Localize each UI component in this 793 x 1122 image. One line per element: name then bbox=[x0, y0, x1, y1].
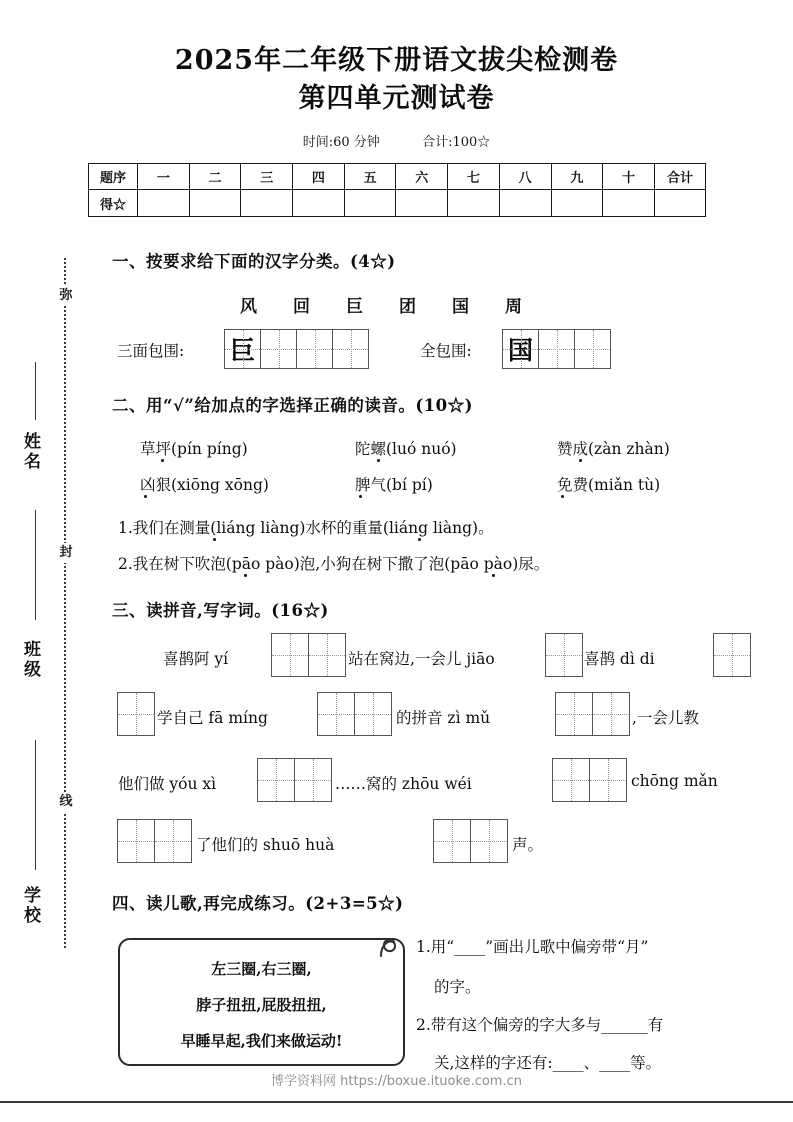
char-3: 巨 bbox=[346, 297, 399, 317]
s3-l1-boxes-3[interactable] bbox=[714, 633, 751, 677]
song-line-3: 早睡早起,我们来做运动! bbox=[180, 1032, 343, 1050]
write-box[interactable] bbox=[317, 692, 355, 736]
s4-question-2-line-1[interactable]: 2.带有这个偏旁的字大多与______有 bbox=[416, 1016, 664, 1034]
s3-l4-boxes-2[interactable] bbox=[434, 819, 508, 863]
score-col-5: 五 bbox=[344, 164, 396, 190]
group-1-box-2[interactable] bbox=[260, 329, 297, 369]
score-col-8: 八 bbox=[499, 164, 551, 190]
title-line-2: 第四单元测试卷 bbox=[298, 83, 495, 115]
score-col-2: 二 bbox=[189, 164, 241, 190]
score-table-header-row bbox=[89, 164, 706, 190]
name-field-line[interactable] bbox=[35, 362, 36, 420]
pinyin-word-1[interactable]: 草坪(pín píng) bbox=[140, 440, 248, 458]
group-2-box-2[interactable] bbox=[538, 329, 575, 369]
group-1-box-3[interactable] bbox=[296, 329, 333, 369]
s3-l2-boxes-2[interactable] bbox=[318, 692, 392, 736]
s3-l1-boxes-2[interactable] bbox=[546, 633, 583, 677]
s3-l4-text-2: 声。 bbox=[512, 836, 544, 854]
s3-l2-text-3: ,一会儿教 bbox=[632, 709, 699, 727]
write-box[interactable] bbox=[555, 692, 593, 736]
group-2-answer-box[interactable]: 国 bbox=[502, 329, 539, 369]
pinyin-sentence-2[interactable]: 2.我在树下吹泡(pāo pào)泡,小狗在树下撒了泡(pāo pào)尿。 bbox=[118, 555, 550, 573]
pinyin-word-2[interactable]: 陀螺(luó nuó) bbox=[355, 440, 457, 458]
s3-l3-text-1: 他们做 yóu xì bbox=[118, 775, 217, 793]
score-cell-4[interactable] bbox=[293, 190, 345, 217]
char-5: 国 bbox=[452, 297, 505, 317]
write-box[interactable] bbox=[713, 633, 751, 677]
score-table-value-row bbox=[89, 190, 706, 217]
emphasis-dot-9 bbox=[244, 574, 247, 577]
score-cell-8[interactable] bbox=[499, 190, 551, 217]
score-row-label-2: 得☆ bbox=[89, 190, 138, 217]
score-cell-5[interactable] bbox=[344, 190, 396, 217]
pinyin-word-5[interactable]: 脾气(bí pí) bbox=[355, 476, 433, 494]
s4-question-2-line-2[interactable]: 关,这样的字还有:____、____等。 bbox=[434, 1054, 662, 1072]
seal-word-2: 封 bbox=[55, 543, 77, 563]
write-box[interactable] bbox=[271, 633, 309, 677]
song-line-2: 脖子扭扭,屁股扭扭, bbox=[196, 996, 327, 1014]
total-score-label: 合计:100☆ bbox=[422, 135, 491, 150]
group-1-box-4[interactable] bbox=[332, 329, 369, 369]
score-col-3: 三 bbox=[241, 164, 293, 190]
seal-dotted-line bbox=[64, 258, 66, 948]
s3-l2-text-2: 的拼音 zì mǔ bbox=[396, 709, 491, 727]
score-table bbox=[88, 163, 706, 217]
emphasis-dot-10 bbox=[492, 574, 495, 577]
group-1-label: 三面包围: bbox=[117, 342, 185, 360]
s3-l1-text-1: 喜鹊阿 yí bbox=[163, 650, 229, 668]
group-1-boxes[interactable] bbox=[225, 329, 369, 369]
write-box[interactable] bbox=[308, 633, 346, 677]
s3-l1-text-3: 喜鹊 dì di bbox=[584, 650, 655, 668]
group-2-box-3[interactable] bbox=[574, 329, 611, 369]
char-2: 回 bbox=[293, 297, 346, 317]
score-cell-total[interactable] bbox=[655, 190, 706, 217]
score-cell-9[interactable] bbox=[551, 190, 603, 217]
section-2-heading: 二、用“√”给加点的字选择正确的读音。(10☆) bbox=[112, 396, 473, 415]
emphasis-dot-5 bbox=[359, 495, 362, 498]
s3-l4-text-1: 了他们的 shuō huà bbox=[196, 836, 335, 854]
write-box[interactable] bbox=[545, 633, 583, 677]
pinyin-sentence-1[interactable]: 1.我们在测量(liáng liàng)水杯的重量(liáng liàng)。 bbox=[118, 519, 494, 537]
page-title bbox=[0, 42, 793, 119]
s3-l2-boxes-3[interactable] bbox=[556, 692, 630, 736]
write-box[interactable] bbox=[294, 758, 332, 802]
score-col-6: 六 bbox=[396, 164, 448, 190]
write-box[interactable] bbox=[433, 819, 471, 863]
emphasis-dot-2 bbox=[377, 459, 380, 462]
emphasis-dot-3 bbox=[579, 459, 582, 462]
title-line-1: 2025年二年级下册语文拔尖检测卷 bbox=[174, 45, 619, 76]
footer-rule bbox=[0, 1101, 793, 1103]
field-label-school: 学校 bbox=[20, 886, 40, 926]
seal-word-3: 线 bbox=[55, 792, 77, 812]
group-2-label: 全包围: bbox=[420, 342, 472, 360]
field-label-name: 姓名 bbox=[20, 432, 40, 472]
write-box[interactable] bbox=[117, 692, 155, 736]
class-field-line[interactable] bbox=[35, 510, 36, 620]
write-box[interactable] bbox=[470, 819, 508, 863]
footer-watermark: 博学资料网 https://boxue.ituoke.com.cn bbox=[271, 1074, 522, 1089]
section-1-heading: 一、按要求给下面的汉字分类。(4☆) bbox=[112, 252, 396, 271]
s3-l3-boxes-2[interactable] bbox=[553, 758, 627, 802]
write-box[interactable] bbox=[592, 692, 630, 736]
score-col-4: 四 bbox=[293, 164, 345, 190]
write-box[interactable] bbox=[257, 758, 295, 802]
emphasis-dot-4 bbox=[144, 495, 147, 498]
score-cell-2[interactable] bbox=[189, 190, 241, 217]
char-6: 周 bbox=[505, 297, 558, 317]
s3-l1-text-2: 站在窝边,一会儿 jiāo bbox=[348, 650, 495, 668]
s3-l3-text-3: chōng mǎn bbox=[631, 772, 718, 790]
song-card bbox=[118, 938, 405, 1066]
score-cell-3[interactable] bbox=[241, 190, 293, 217]
s3-l2-boxes-1[interactable] bbox=[118, 692, 155, 736]
score-col-7: 七 bbox=[448, 164, 500, 190]
pinyin-word-6[interactable]: 免费(miǎn tù) bbox=[557, 476, 661, 494]
s3-l2-text-1: 学自己 fā míng bbox=[157, 709, 268, 727]
s4-question-1-line-2: 的字。 bbox=[434, 978, 481, 996]
song-line-1: 左三圈,右三圈, bbox=[211, 960, 312, 978]
score-row-label-1: 题序 bbox=[89, 164, 138, 190]
write-box[interactable] bbox=[117, 819, 155, 863]
score-cell-10[interactable] bbox=[603, 190, 655, 217]
s3-l3-text-2: ……窝的 zhōu wéi bbox=[335, 775, 472, 793]
score-sum-header: 合计 bbox=[655, 164, 706, 190]
group-2-boxes[interactable] bbox=[503, 329, 611, 369]
section-1-character-list bbox=[240, 292, 558, 317]
s3-l3-boxes-1[interactable] bbox=[258, 758, 332, 802]
s4-question-1-line-1: 1.用“____”画出儿歌中偏旁带“月” bbox=[416, 938, 649, 956]
s3-l4-boxes-1[interactable] bbox=[118, 819, 192, 863]
pinyin-word-3[interactable]: 赞成(zàn zhàn) bbox=[557, 440, 670, 458]
score-cell-6[interactable] bbox=[396, 190, 448, 217]
write-box[interactable] bbox=[589, 758, 627, 802]
write-box[interactable] bbox=[354, 692, 392, 736]
exam-meta bbox=[0, 131, 793, 150]
section-4-heading: 四、读儿歌,再完成练习。(2+3=5☆) bbox=[112, 894, 404, 913]
emphasis-dot-8 bbox=[418, 538, 421, 541]
paper-clip-icon bbox=[375, 930, 401, 960]
s3-l1-boxes-1[interactable] bbox=[272, 633, 346, 677]
pinyin-word-4[interactable]: 凶狠(xiōng xōng) bbox=[140, 476, 269, 494]
emphasis-dot-6 bbox=[561, 495, 564, 498]
school-field-line[interactable] bbox=[35, 740, 36, 870]
section-3-heading: 三、读拼音,写字词。(16☆) bbox=[112, 601, 329, 620]
char-1: 风 bbox=[240, 297, 293, 317]
seal-word-1: 弥 bbox=[55, 286, 77, 306]
emphasis-dot-7 bbox=[213, 538, 216, 541]
write-box[interactable] bbox=[552, 758, 590, 802]
score-col-10: 十 bbox=[603, 164, 655, 190]
emphasis-dot-1 bbox=[161, 459, 164, 462]
score-cell-7[interactable] bbox=[448, 190, 500, 217]
group-1-answer-box[interactable]: 巨 bbox=[224, 329, 261, 369]
score-col-9: 九 bbox=[551, 164, 603, 190]
time-label: 时间:60 分钟 bbox=[302, 135, 380, 150]
score-col-1: 一 bbox=[138, 164, 190, 190]
write-box[interactable] bbox=[154, 819, 192, 863]
char-4: 团 bbox=[399, 297, 452, 317]
field-label-class: 班级 bbox=[20, 640, 40, 680]
score-cell-1[interactable] bbox=[138, 190, 190, 217]
